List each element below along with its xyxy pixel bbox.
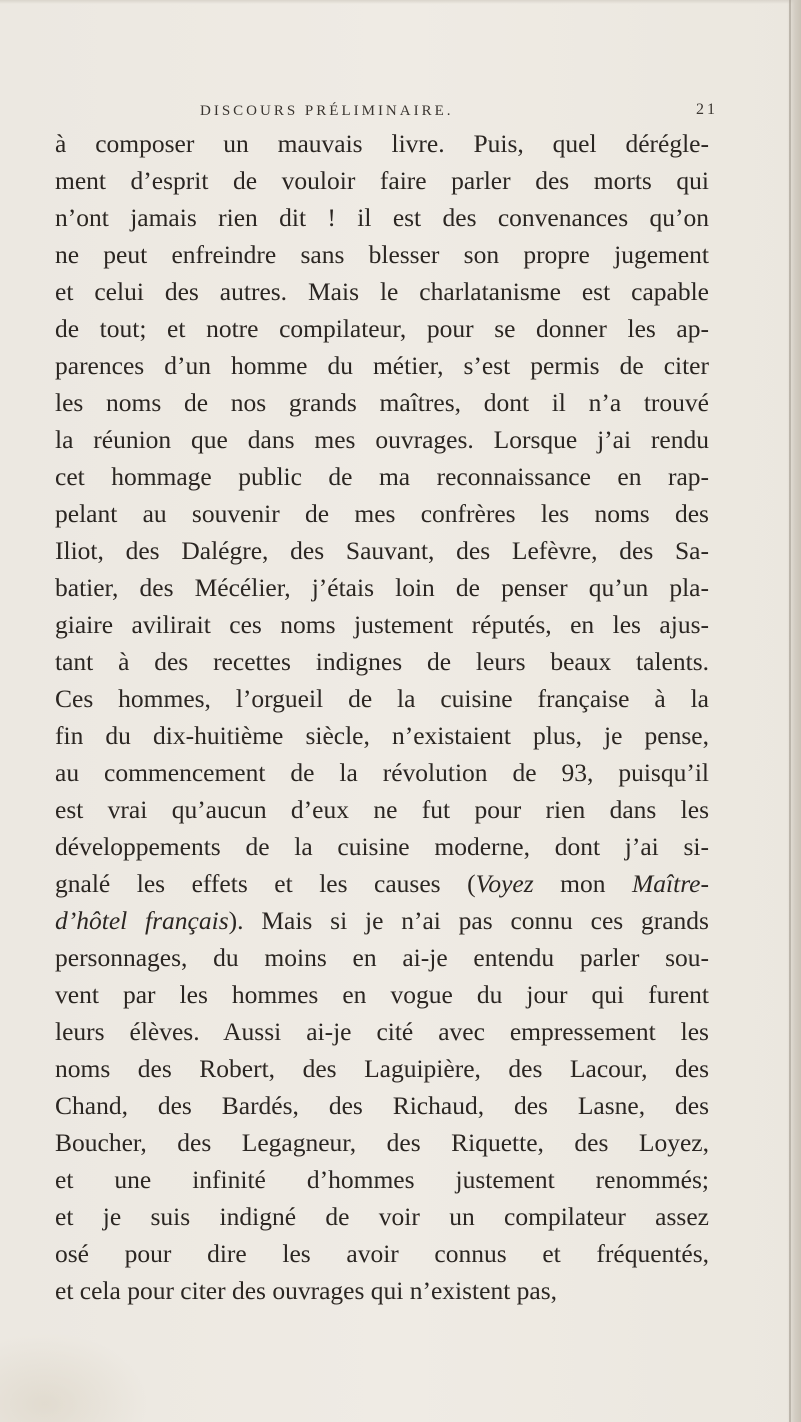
text-line: de tout; et notre compilateur, pour se donner les ap- bbox=[55, 314, 709, 343]
text-line-last: et cela pour citer des ouvrages qui n’existent pas, bbox=[55, 1276, 558, 1305]
text-line: est vrai qu’aucun d’eux ne fut pour rien dans les bbox=[55, 795, 709, 824]
text-line: osé pour dire les avoir connus et fréquentés, bbox=[55, 1239, 709, 1268]
text-line: Iliot, des Dalégre, des Sauvant, des Lefèvre, des Sa- bbox=[55, 536, 709, 565]
text-line: parences d’un homme du métier, s’est permis de citer bbox=[55, 351, 709, 380]
text-line: vent par les hommes en vogue du jour qui furent bbox=[55, 980, 709, 1009]
text-line: batier, des Mécélier, j’étais loin de penser qu’un pla- bbox=[55, 573, 709, 602]
text-line: cet hommage public de ma reconnaissance en rap- bbox=[55, 462, 709, 491]
paper-stain bbox=[0, 1332, 150, 1422]
page-top-edge bbox=[0, 0, 801, 4]
text-line: la réunion que dans mes ouvrages. Lorsque j’ai rendu bbox=[55, 425, 709, 454]
text-line: fin du dix-huitième siècle, n’existaient plus, je pense, bbox=[55, 721, 709, 750]
text-line: leurs élèves. Aussi ai-je cité avec empressement les bbox=[55, 1017, 709, 1046]
text-line: pelant au souvenir de mes confrères les noms des bbox=[55, 499, 709, 528]
text-line: ne peut enfreindre sans blesser son propre jugement bbox=[55, 240, 709, 269]
text-line: noms des Robert, des Laguipière, des Lacour, des bbox=[55, 1054, 709, 1083]
text-line-with-italic bbox=[55, 902, 709, 939]
running-head: DISCOURS PRÉLIMINAIRE. bbox=[200, 103, 454, 119]
text-run: ). Mais si je n’ai pas connu ces grands bbox=[228, 906, 709, 935]
text-line: ment d’esprit de vouloir faire parler des morts qui bbox=[55, 166, 709, 195]
text-line: au commencement de la révolution de 93, puisqu’il bbox=[55, 758, 709, 787]
text-line: Boucher, des Legagneur, des Riquette, des Loyez, bbox=[55, 1128, 709, 1157]
text-line: et une infinité d’hommes justement renommés; bbox=[55, 1165, 709, 1194]
text-line: n’ont jamais rien dit ! il est des convenances qu’on bbox=[55, 203, 709, 232]
text-line: tant à des recettes indignes de leurs beaux talents. bbox=[55, 647, 709, 676]
italic-text: Voyez bbox=[475, 869, 534, 898]
text-run: gnalé les effets et les causes ( bbox=[55, 869, 476, 898]
italic-title: d’hôtel français bbox=[55, 906, 229, 935]
text-line: les noms de nos grands maîtres, dont il n’a trouvé bbox=[55, 388, 709, 417]
text-line: giaire avilirait ces noms justement réputés, en les ajus- bbox=[55, 610, 709, 639]
text-line: développements de la cuisine moderne, dont j’ai si- bbox=[55, 832, 709, 861]
page-binding-line bbox=[789, 0, 791, 1422]
text-line: Ces hommes, l’orgueil de la cuisine française à la bbox=[55, 684, 709, 713]
text-line: et celui des autres. Mais le charlatanisme est capable bbox=[55, 277, 709, 306]
text-line: Chand, des Bardés, des Richaud, des Lasne, des bbox=[55, 1091, 709, 1120]
text-run: mon bbox=[533, 869, 633, 898]
text-line-with-italic bbox=[55, 865, 709, 902]
text-line: et je suis indigné de voir un compilateur assez bbox=[55, 1202, 709, 1231]
italic-title: Maître- bbox=[632, 869, 709, 898]
body-text bbox=[55, 125, 709, 1309]
text-line: à composer un mauvais livre. Puis, quel dérégle- bbox=[55, 129, 709, 158]
text-line: personnages, du moins en ai-je entendu parler sou- bbox=[55, 943, 709, 972]
page-number: 21 bbox=[696, 101, 718, 118]
